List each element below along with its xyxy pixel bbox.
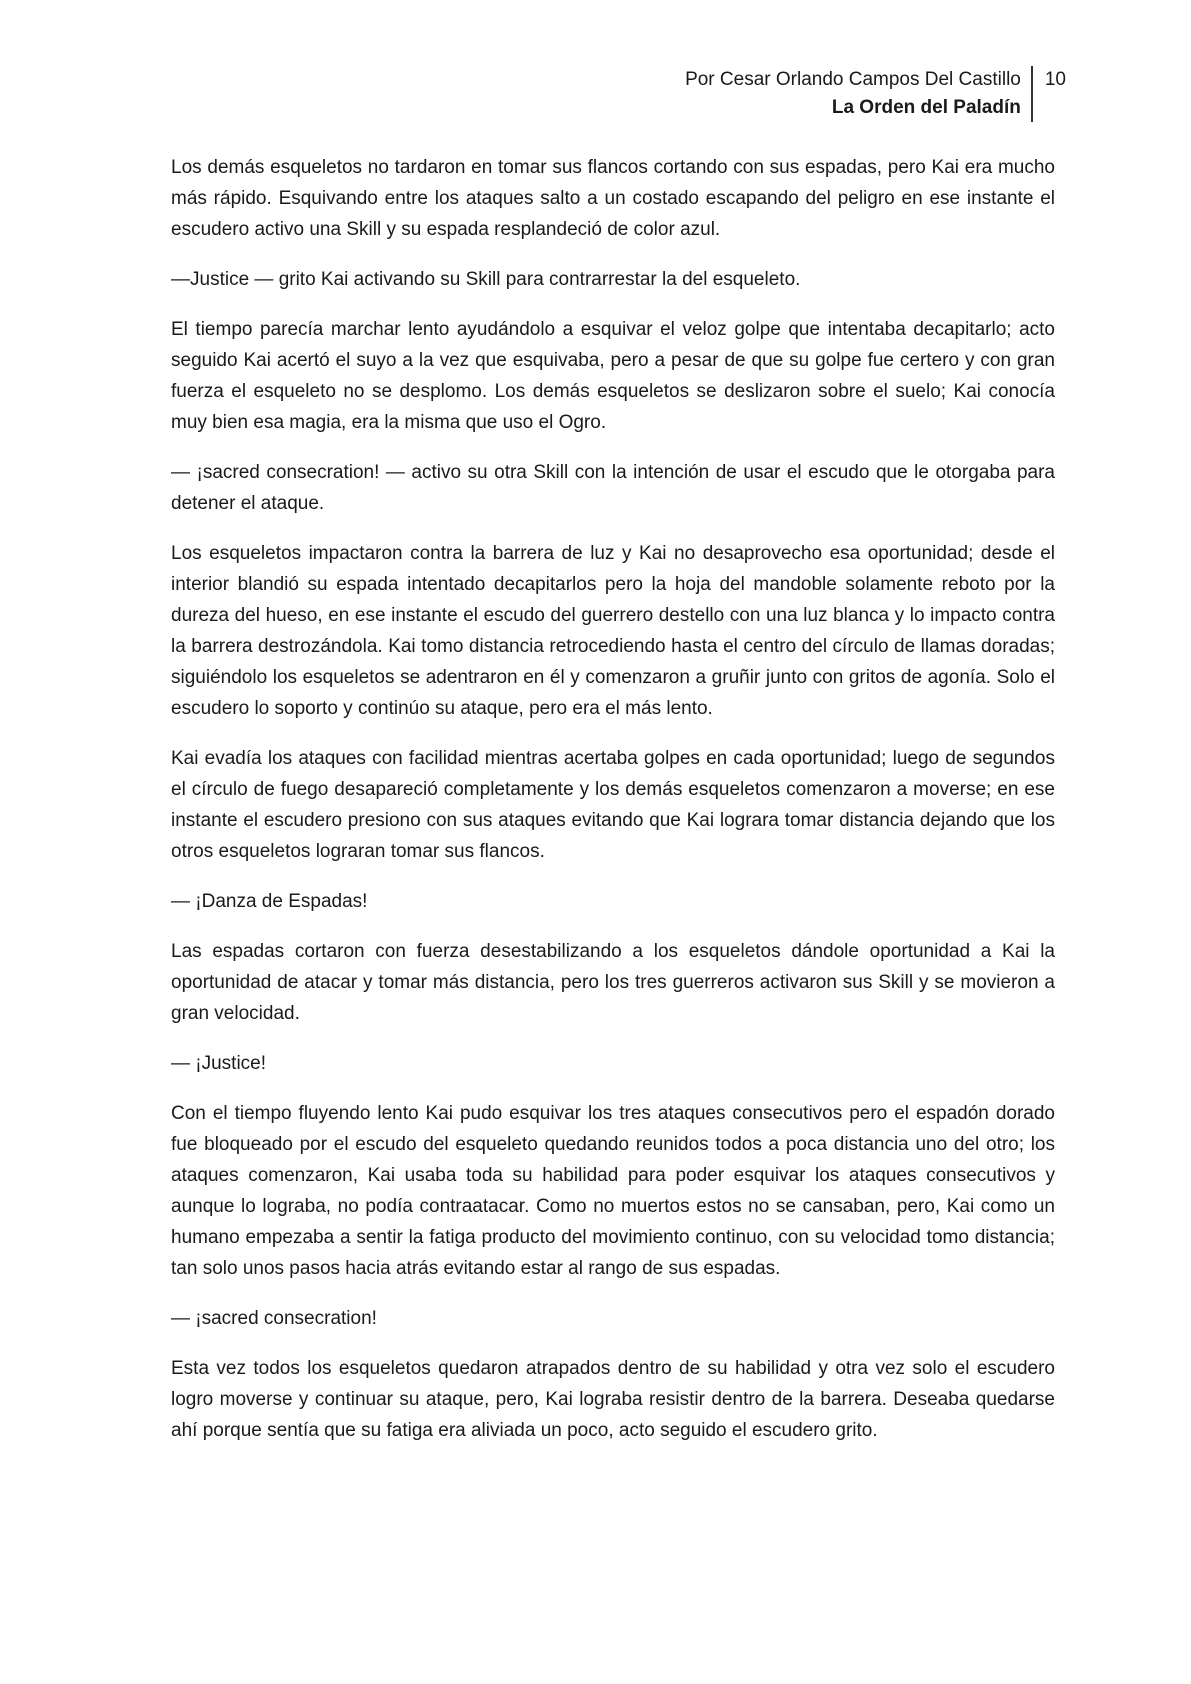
page-header <box>685 66 1066 122</box>
header-text-block <box>685 66 1031 122</box>
paragraph: Los esqueletos impactaron contra la barrera de luz y Kai no desaprovecho esa oportunidad; desde el interior blandió su espada intentado decapitarlos pero la hoja del mandoble solamente reboto por la dureza del hueso, en ese instante el escudo del guerrero destello con una luz blanca y lo impacto contra la barrera destrozándola. Kai tomo distancia retrocediendo hasta el centro del círculo de llamas doradas; siguiéndolo los esqueletos se adentraron en él y comenzaron a gruñir junto con gritos de agonía. Solo el escudero lo soporto y continúo su ataque, pero era el más lento. <box>171 543 1055 719</box>
page-body <box>171 152 1055 1465</box>
dialogue-line: — ¡sacred consecration! — activo su otra Skill con la intención de usar el escudo que le otorgaba para detener el ataque. <box>171 462 1055 514</box>
paragraph: Esta vez todos los esqueletos quedaron atrapados dentro de su habilidad y otra vez solo el escudero logro moverse y continuar su ataque, pero, Kai lograba resistir dentro de la barrera. Deseaba quedarse ahí porque sentía que su fatiga era aliviada un poco, acto seguido el escudero grito. <box>171 1358 1055 1441</box>
dialogue-line: —Justice — grito Kai activando su Skill para contrarrestar la del esqueleto. <box>171 269 801 290</box>
header-author: Por Cesar Orlando Campos Del Castillo <box>685 69 1021 90</box>
dialogue-line: — ¡Justice! <box>171 1053 267 1074</box>
paragraph: Las espadas cortaron con fuerza desestabilizando a los esqueletos dándole oportunidad a Kai la oportunidad de atacar y tomar más distancia, pero los tres guerreros activaron sus Skill y se movieron a gran velocidad. <box>171 941 1055 1024</box>
dialogue-line: — ¡sacred consecration! <box>171 1308 377 1329</box>
paragraph: El tiempo parecía marchar lento ayudándolo a esquivar el veloz golpe que intentaba decapitarlo; acto seguido Kai acertó el suyo a la vez que esquivaba, pero a pesar de que su golpe fue certero y con gran fuerza el esqueleto no se desplomo. Los demás esqueletos se deslizaron sobre el suelo; Kai conocía muy bien esa magia, era la misma que uso el Ogro. <box>171 319 1055 433</box>
paragraph: Kai evadía los ataques con facilidad mientras acertaba golpes en cada oportunidad; luego de segundos el círculo de fuego desapareció completamente y los demás esqueletos comenzaron a moverse; en ese instante el escudero presiono con sus ataques evitando que Kai lograra tomar distancia dejando que los otros esqueletos lograran tomar sus flancos. <box>171 748 1055 862</box>
dialogue-line: — ¡Danza de Espadas! <box>171 891 368 912</box>
paragraph: Los demás esqueletos no tardaron en tomar sus flancos cortando con sus espadas, pero Kai era mucho más rápido. Esquivando entre los ataques salto a un costado escapando del peligro en ese instante el escudero activo una Skill y su espada resplandeció de color azul. <box>171 157 1055 240</box>
page-number: 10 <box>1044 69 1066 90</box>
header-book-title: La Orden del Paladín <box>831 97 1021 118</box>
paragraph: Con el tiempo fluyendo lento Kai pudo esquivar los tres ataques consecutivos pero el espadón dorado fue bloqueado por el escudo del esqueleto quedando reunidos todos a poca distancia uno del otro; los ataques comenzaron, Kai usaba toda su habilidad para poder esquivar los ataques consecutivos y aunque lo lograba, no podía contraatacar. Como no muertos estos no se cansaban, pero, Kai como un humano empezaba a sentir la fatiga producto del movimiento continuo, con su velocidad tomo distancia; tan solo unos pasos hacia atrás evitando estar al rango de sus espadas. <box>171 1103 1055 1279</box>
